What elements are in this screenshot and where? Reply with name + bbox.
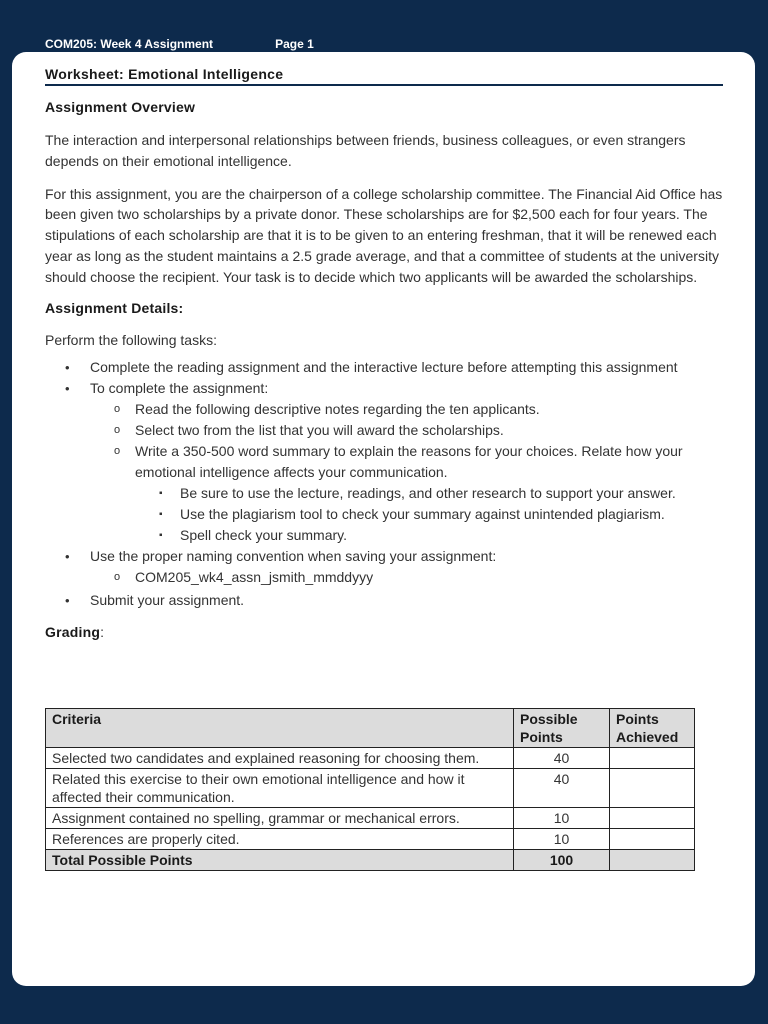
table-row	[46, 748, 695, 769]
achieved-cell	[610, 769, 695, 808]
sub-task-text: Select two from the list that you will award the scholarships.	[135, 422, 504, 439]
total-label: Total Possible Points	[46, 850, 514, 871]
requirement-text: Be sure to use the lecture, readings, and other research to support your answer.	[180, 485, 676, 502]
document-sheet	[12, 52, 755, 986]
sub-task-text: Write a 350-500 word summary to explain the reasons for your choices. Relate how your emotional intelligence affects your communication.	[135, 443, 683, 481]
list-item	[45, 546, 723, 588]
overview-paragraph-2: For this assignment, you are the chairperson of a college scholarship committee. The Financial Aid Office has been given two scholarships by a private donor. These scholarships are for $2,500 each for four years. The stipulations of each scholarship are that it is to be given to an entering freshman, that it will be renewed each year as long as the student maintains a 2.5 grade average, and that a committee of students at the university should choose the recipient. Your task is to decide which two applicants will be awarded the scholarships.	[45, 185, 723, 285]
grading-table	[45, 708, 695, 871]
criteria-cell: References are properly cited.	[46, 829, 514, 850]
naming-convention-list	[90, 567, 723, 588]
details-heading: Assignment Details:	[45, 299, 184, 316]
points-achieved-header: Points Achieved	[610, 709, 695, 748]
points-cell: 40	[514, 769, 610, 808]
list-item	[45, 357, 723, 378]
list-item	[135, 483, 723, 504]
achieved-cell	[610, 808, 695, 829]
list-item	[90, 420, 723, 441]
list-item	[90, 399, 723, 420]
criteria-cell: Selected two candidates and explained reasoning for choosing them.	[46, 748, 514, 769]
list-item	[135, 504, 723, 525]
task-text: Use the proper naming convention when saving your assignment:	[90, 548, 497, 565]
table-row	[46, 829, 695, 850]
table-row	[46, 808, 695, 829]
requirement-text: Use the plagiarism tool to check your summary against unintended plagiarism.	[180, 506, 665, 523]
achieved-cell	[610, 829, 695, 850]
grading-heading-row	[45, 624, 723, 640]
sub-task-text: Read the following descriptive notes regarding the ten applicants.	[135, 401, 540, 418]
list-item	[45, 378, 723, 546]
list-item	[90, 441, 723, 546]
course-label: COM205: Week 4 Assignment	[45, 37, 214, 51]
total-row	[46, 850, 695, 871]
table-row	[46, 769, 695, 808]
points-cell: 10	[514, 808, 610, 829]
possible-points-header: Possible Points	[514, 709, 610, 748]
criteria-cell: Assignment contained no spelling, grammar or mechanical errors.	[46, 808, 514, 829]
points-cell: 40	[514, 748, 610, 769]
task-text: To complete the assignment:	[90, 380, 269, 397]
points-cell: 10	[514, 829, 610, 850]
list-item	[90, 567, 723, 588]
document-content	[45, 66, 723, 640]
grading-colon: :	[100, 624, 104, 641]
table-header-row	[46, 709, 695, 748]
task-text: Submit your assignment.	[90, 592, 245, 609]
summary-requirements-list	[135, 483, 723, 546]
total-points: 100	[514, 850, 610, 871]
criteria-cell: Related this exercise to their own emotional intelligence and how it affected their communication.	[46, 769, 514, 808]
sub-task-list	[90, 399, 723, 546]
naming-convention-text: COM205_wk4_assn_jsmith_mmddyyy	[135, 569, 374, 586]
criteria-header: Criteria	[46, 709, 514, 748]
grading-heading: Grading	[45, 624, 101, 641]
total-achieved	[610, 850, 695, 871]
task-list	[45, 357, 723, 611]
task-text: Complete the reading assignment and the interactive lecture before attempting this assignment	[90, 359, 678, 376]
list-item	[45, 590, 723, 611]
achieved-cell	[610, 748, 695, 769]
requirement-text: Spell check your summary.	[180, 527, 348, 544]
list-item	[135, 525, 723, 546]
page-number: Page 1	[275, 37, 314, 51]
page-header	[45, 37, 314, 51]
details-intro: Perform the following tasks:	[45, 331, 217, 348]
overview-heading: Assignment Overview	[45, 99, 196, 115]
document-title: Worksheet: Emotional Intelligence	[45, 66, 723, 86]
overview-paragraph-1: The interaction and interpersonal relationships between friends, business colleagues, or even strangers depends on their emotional intelligence.	[45, 132, 686, 169]
